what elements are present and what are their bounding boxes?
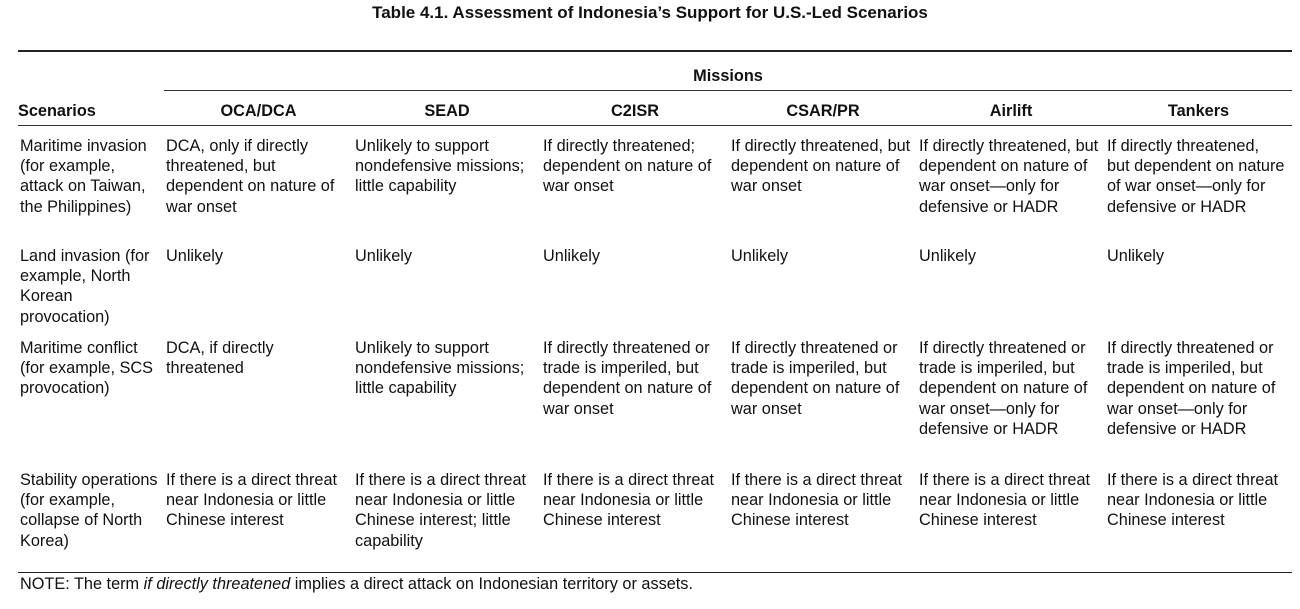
table-cell: If there is a direct threat near Indonesia or little Chinese interest: [541, 460, 729, 573]
column-header-c2isr: C2ISR: [541, 91, 729, 126]
assessment-table: [18, 50, 1292, 573]
note-prefix: NOTE: The term: [20, 575, 144, 593]
header-spacer: [18, 51, 164, 91]
table-cell: Unlikely to support nondefensive missions; little capability: [355, 339, 525, 398]
column-header-airlift: Airlift: [917, 91, 1105, 126]
table-cell: If directly threatened, but dependent on nature of war onset—only for defensive or HADR: [1107, 137, 1285, 216]
column-header-row: [18, 91, 1292, 126]
header-group-row: [18, 51, 1292, 91]
note-suffix: implies a direct attack on Indonesian territory or assets.: [290, 575, 693, 593]
table-row: [18, 236, 1292, 328]
table-cell: If there is a direct threat near Indonesia or little Chinese interest: [729, 460, 917, 573]
table-cell: If directly threatened, but dependent on nature of war onset: [731, 137, 911, 196]
scenario-cell: Maritime conflict (for example, SCS provocation): [20, 339, 154, 398]
table-cell: DCA, if directly threatened: [166, 339, 274, 378]
table-cell: If directly threatened or trade is imperiled, but dependent on nature of war onset: [731, 339, 900, 418]
scenario-cell: Land invasion (for example, North Korean provocation): [20, 247, 150, 326]
table-cell: If there is a direct threat near Indonesia or little Chinese interest: [164, 460, 353, 573]
column-header-sead: SEAD: [353, 91, 541, 126]
scenario-cell: Maritime invasion (for example, attack on Taiwan, the Philippines): [20, 137, 147, 216]
scenarios-column-header: Scenarios: [18, 91, 164, 126]
table-cell: Unlikely: [355, 247, 413, 265]
table-cell: If directly threatened; dependent on nature of war onset: [543, 137, 712, 196]
table-cell: If directly threatened or trade is imperiled, but dependent on nature of war onset—only for defensive or HADR: [1107, 339, 1276, 438]
table-row: [18, 126, 1292, 237]
table-row: [18, 460, 1292, 573]
table-cell: If directly threatened or trade is imperiled, but dependent on nature of war onset—only for defensive or HADR: [919, 339, 1088, 438]
table-cell: If there is a direct threat near Indonesia or little Chinese interest: [1105, 460, 1292, 573]
assessment-table-container: [18, 50, 1292, 573]
column-header-oca-dca: OCA/DCA: [164, 91, 353, 126]
table-cell: If directly threatened or trade is imperiled, but dependent on nature of war onset: [543, 339, 712, 418]
table-cell: If there is a direct threat near Indonesia or little Chinese interest: [917, 460, 1105, 573]
table-row: [18, 328, 1292, 460]
missions-group-header: Missions: [164, 51, 1292, 91]
table-cell: DCA, only if directly threatened, but dependent on nature of war onset: [166, 137, 335, 216]
table-cell: If there is a direct threat near Indonesia or little Chinese interest; little capability: [353, 460, 541, 573]
note-emphasis: if directly threatened: [143, 575, 291, 593]
table-note: [20, 574, 693, 594]
table-cell: Unlikely: [543, 247, 601, 265]
scenario-cell: Stability operations (for example, collapse of North Korea): [18, 460, 164, 573]
table-cell: If directly threatened, but dependent on nature of war onset—only for defensive or HADR: [919, 137, 1099, 216]
table-title: Table 4.1. Assessment of Indonesia’s Support for U.S.-Led Scenarios: [372, 3, 928, 22]
table-cell: Unlikely to support nondefensive missions; little capability: [355, 137, 525, 196]
column-header-tankers: Tankers: [1105, 91, 1292, 126]
column-header-csar-pr: CSAR/PR: [729, 91, 917, 126]
table-cell: Unlikely: [166, 247, 224, 265]
table-cell: Unlikely: [1107, 247, 1165, 265]
table-cell: Unlikely: [919, 247, 977, 265]
table-cell: Unlikely: [731, 247, 789, 265]
